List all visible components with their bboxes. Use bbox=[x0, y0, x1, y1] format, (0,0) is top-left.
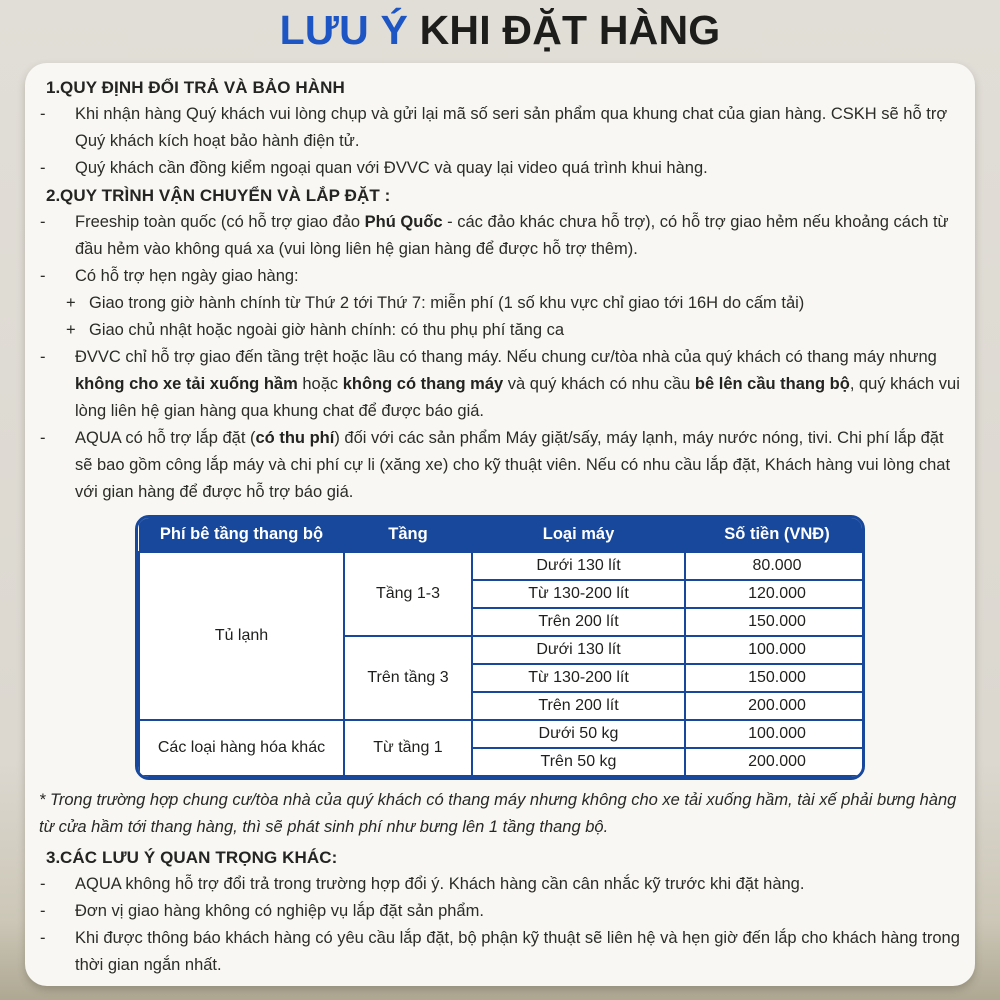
section-heading bbox=[37, 182, 963, 209]
floor-cell: Trên tầng 3 bbox=[344, 636, 472, 720]
bullet-item bbox=[37, 155, 963, 182]
bullet-text: Giao chủ nhật hoặc ngoài giờ hành chính: có thu phụ phí tăng ca bbox=[89, 321, 565, 339]
machine-type-cell: Từ 130-200 lít bbox=[472, 580, 685, 608]
bullet-text: Quý khách cần đồng kiểm ngoại quan với ĐVVC và quay lại video quá trình khui hàng. bbox=[75, 159, 708, 177]
bullet-item bbox=[37, 925, 963, 979]
fees-table-header-row bbox=[139, 518, 865, 552]
machine-type-cell: Dưới 130 lít bbox=[472, 552, 685, 580]
section-heading-text: QUY TRÌNH VẬN CHUYỂN VÀ LẮP ĐẶT : bbox=[60, 186, 391, 205]
amount-cell: 100.000 bbox=[685, 636, 865, 664]
fees-table-head bbox=[139, 518, 865, 552]
amount-cell: 150.000 bbox=[685, 664, 865, 692]
bullet-text: AQUA không hỗ trợ đổi trả trong trường hợp đổi ý. Khách hàng cần cân nhắc kỹ trước khi đặt hàng. bbox=[75, 875, 805, 893]
section-number: 2. bbox=[46, 186, 61, 205]
table-header-cell: Phí bê tầng thang bộ bbox=[139, 518, 344, 552]
table-header-cell: Số tiền (VNĐ) bbox=[685, 518, 865, 552]
amount-cell: 100.000 bbox=[685, 720, 865, 748]
machine-type-cell: Dưới 130 lít bbox=[472, 636, 685, 664]
machine-type-cell: Trên 200 lít bbox=[472, 608, 685, 636]
dash-marker: - bbox=[40, 105, 46, 123]
machine-type-cell: Trên 50 kg bbox=[472, 748, 685, 776]
floor-cell: Tầng 1-3 bbox=[344, 552, 472, 636]
amount-cell: 80.000 bbox=[685, 552, 865, 580]
plus-marker: + bbox=[66, 294, 76, 312]
dash-marker: - bbox=[40, 267, 46, 285]
dash-marker: - bbox=[40, 348, 46, 366]
table-row bbox=[139, 552, 865, 580]
section-heading-text: CÁC LƯU Ý QUAN TRỌNG KHÁC: bbox=[60, 848, 338, 867]
plus-marker: + bbox=[66, 321, 76, 339]
fees-table-wrapper bbox=[135, 515, 865, 780]
content-card bbox=[25, 63, 975, 986]
section-number: 3. bbox=[46, 848, 61, 867]
machine-type-cell: Dưới 50 kg bbox=[472, 720, 685, 748]
dash-marker: - bbox=[40, 929, 46, 947]
bullet-text: Đơn vị giao hàng không có nghiệp vụ lắp đặt sản phẩm. bbox=[75, 902, 484, 920]
bullet-item bbox=[37, 344, 963, 425]
bullet-item bbox=[37, 209, 963, 263]
table-row bbox=[139, 720, 865, 748]
table-header-cell: Tầng bbox=[344, 518, 472, 552]
dash-marker: - bbox=[40, 213, 46, 231]
amount-cell: 120.000 bbox=[685, 580, 865, 608]
bullet-item bbox=[37, 898, 963, 925]
page-title-highlight: LƯU Ý bbox=[279, 7, 409, 53]
machine-type-cell: Từ 130-200 lít bbox=[472, 664, 685, 692]
bullet-text: Có hỗ trợ hẹn ngày giao hàng: bbox=[75, 267, 299, 285]
bullet-item bbox=[37, 263, 963, 290]
machine-type-cell: Trên 200 lít bbox=[472, 692, 685, 720]
sub-bullet-item bbox=[37, 317, 963, 344]
bullet-text: Freeship toàn quốc (có hỗ trợ giao đảo Phú Quốc - các đảo khác chưa hỗ trợ), có hỗ trợ giao hẻm nếu khoảng cách từ đầu hẻm vào không quá xa (vui lòng liên hệ gian hàng để được hỗ trợ thêm). bbox=[75, 213, 949, 258]
section-number: 1. bbox=[46, 78, 61, 97]
amount-cell: 200.000 bbox=[685, 692, 865, 720]
floor-cell: Từ tầng 1 bbox=[344, 720, 472, 776]
bullet-item bbox=[37, 425, 963, 506]
dash-marker: - bbox=[40, 902, 46, 920]
bullet-item bbox=[37, 101, 963, 155]
dash-marker: - bbox=[40, 429, 46, 447]
bullet-item bbox=[37, 871, 963, 898]
section-heading-text: QUY ĐỊNH ĐỔI TRẢ VÀ BẢO HÀNH bbox=[60, 78, 345, 97]
fees-table-body bbox=[139, 552, 865, 776]
category-cell: Tủ lạnh bbox=[139, 552, 344, 720]
footnote: * Trong trường hợp chung cư/tòa nhà của quý khách có thang máy nhưng không cho xe tải xuống hầm, tài xế phải bưng hàng từ cửa hầm tới thang hàng, thì sẽ phát sinh phí như bưng lên 1 tầng thang bộ. bbox=[39, 791, 957, 836]
fees-table bbox=[138, 518, 865, 777]
page-title bbox=[0, 0, 1000, 54]
sub-bullet-item bbox=[37, 290, 963, 317]
section-heading bbox=[37, 844, 963, 871]
card-content bbox=[37, 74, 963, 979]
bullet-text: Giao trong giờ hành chính từ Thứ 2 tới Thứ 7: miễn phí (1 số khu vực chỉ giao tới 16H do cấm tải) bbox=[89, 294, 805, 312]
bullet-text: Khi nhận hàng Quý khách vui lòng chụp và gửi lại mã số seri sản phẩm qua khung chat của gian hàng. CSKH sẽ hỗ trợ Quý khách kích hoạt bảo hành điện tử. bbox=[75, 105, 948, 150]
page-title-rest: KHI ĐẶT HÀNG bbox=[408, 7, 721, 53]
bullet-text: ĐVVC chỉ hỗ trợ giao đến tầng trệt hoặc lầu có thang máy. Nếu chung cư/tòa nhà của quý khách có thang máy nhưng không cho xe tải xuống hầm hoặc không có thang máy và quý khách có nhu cầu bê lên cầu thang bộ, quý khách vui lòng liên hệ gian hàng qua khung chat để được báo giá. bbox=[75, 348, 960, 420]
dash-marker: - bbox=[40, 159, 46, 177]
section-heading bbox=[37, 74, 963, 101]
bullet-text: Khi được thông báo khách hàng có yêu cầu lắp đặt, bộ phận kỹ thuật sẽ liên hệ và hẹn giờ đến lắp cho khách hàng trong thời gian ngắn nhất. bbox=[75, 929, 960, 974]
amount-cell: 150.000 bbox=[685, 608, 865, 636]
amount-cell: 200.000 bbox=[685, 748, 865, 776]
category-cell: Các loại hàng hóa khác bbox=[139, 720, 344, 776]
bullet-text: AQUA có hỗ trợ lắp đặt (có thu phí) đối với các sản phẩm Máy giặt/sấy, máy lạnh, máy nước nóng, tivi. Chi phí lắp đặt sẽ bao gồm công lắp máy và chi phí cự li (xăng xe) cho kỹ thuật viên. Nếu có nhu cầu lắp đặt, Khách hàng vui lòng chat với gian hàng để được hỗ trợ báo giá. bbox=[75, 429, 951, 501]
table-header-cell: Loại máy bbox=[472, 518, 685, 552]
dash-marker: - bbox=[40, 875, 46, 893]
